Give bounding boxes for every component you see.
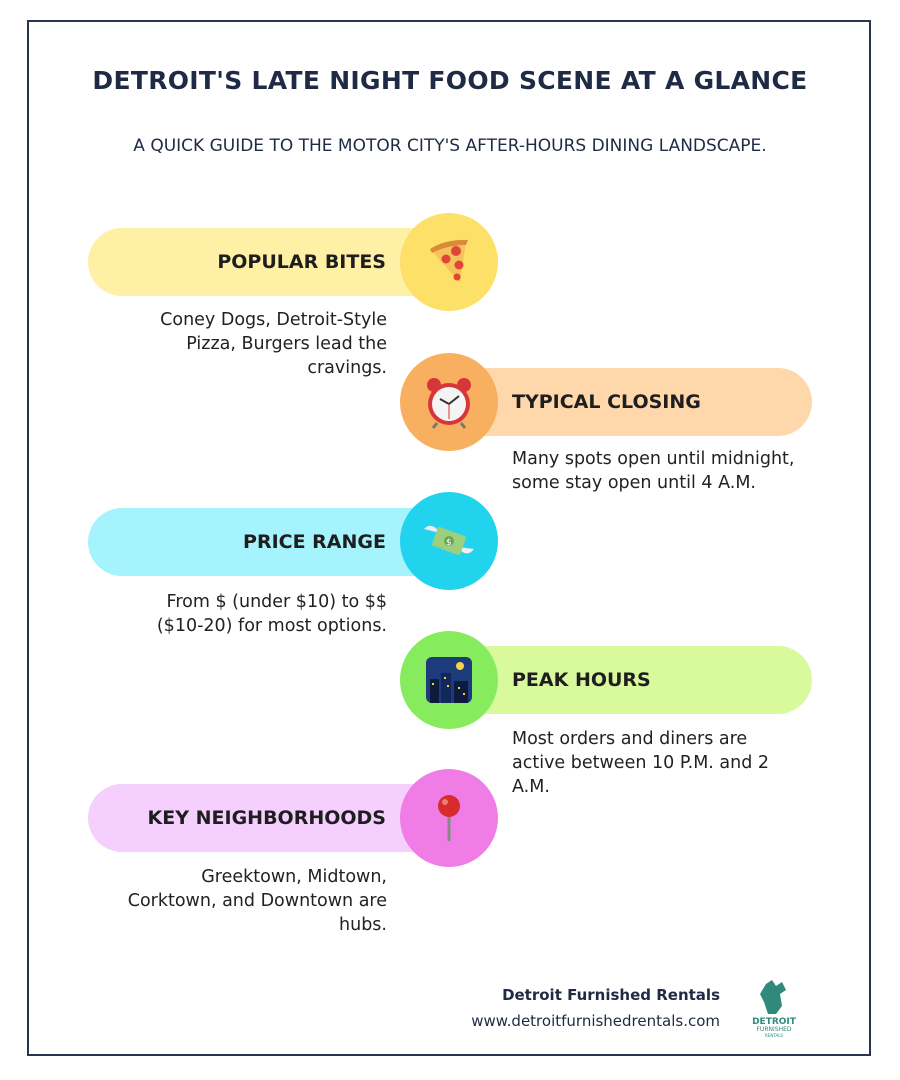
website-link[interactable]: www.detroitfurnishedrentals.com [471, 1012, 720, 1030]
key-neighborhoods-description: Greektown, Midtown, Corktown, and Downtown are hubs. [127, 867, 387, 935]
svg-text:$: $ [446, 538, 452, 548]
brand-name: Detroit Furnished Rentals [502, 986, 720, 1004]
heading-label: TYPICAL CLOSING [512, 391, 701, 413]
money-with-wings-icon [400, 492, 498, 590]
heading-label: KEY NEIGHBORHOODS [147, 807, 386, 829]
svg-text:DETROIT: DETROIT [752, 1017, 796, 1027]
svg-text:FURNISHED: FURNISHED [756, 1026, 792, 1033]
pushpin-icon [400, 769, 498, 867]
heading-label: PRICE RANGE [243, 531, 386, 553]
night-city-icon [400, 631, 498, 729]
svg-text:RENTALS: RENTALS [765, 1033, 783, 1038]
peak-hours-description: Most orders and diners are active between 10 P.M. and 2 A.M. [512, 729, 770, 797]
price-range-heading [88, 508, 448, 576]
key-neighborhoods-heading [88, 784, 448, 852]
pizza-icon [400, 213, 498, 311]
alarm-clock-icon [400, 353, 498, 451]
peak-hours-heading [450, 646, 812, 714]
detroit-furnished-rentals-logo [752, 980, 796, 1040]
typical-closing-heading [450, 368, 812, 436]
popular-bites-heading [88, 228, 448, 296]
page-title: DETROIT'S LATE NIGHT FOOD SCENE AT A GLANCE [92, 66, 808, 95]
price-range-description: From $ (under $10) to $$ ($10-20) for most options. [156, 592, 387, 636]
typical-closing-description: Many spots open until midnight, some stay open until 4 A.M. [512, 449, 795, 493]
popular-bites-description: Coney Dogs, Detroit-Style Pizza, Burgers lead the cravings. [160, 310, 387, 378]
heading-label: PEAK HOURS [512, 669, 651, 691]
page-subtitle: A QUICK GUIDE TO THE MOTOR CITY'S AFTER-HOURS DINING LANDSCAPE. [133, 136, 767, 156]
heading-label: POPULAR BITES [217, 251, 386, 273]
